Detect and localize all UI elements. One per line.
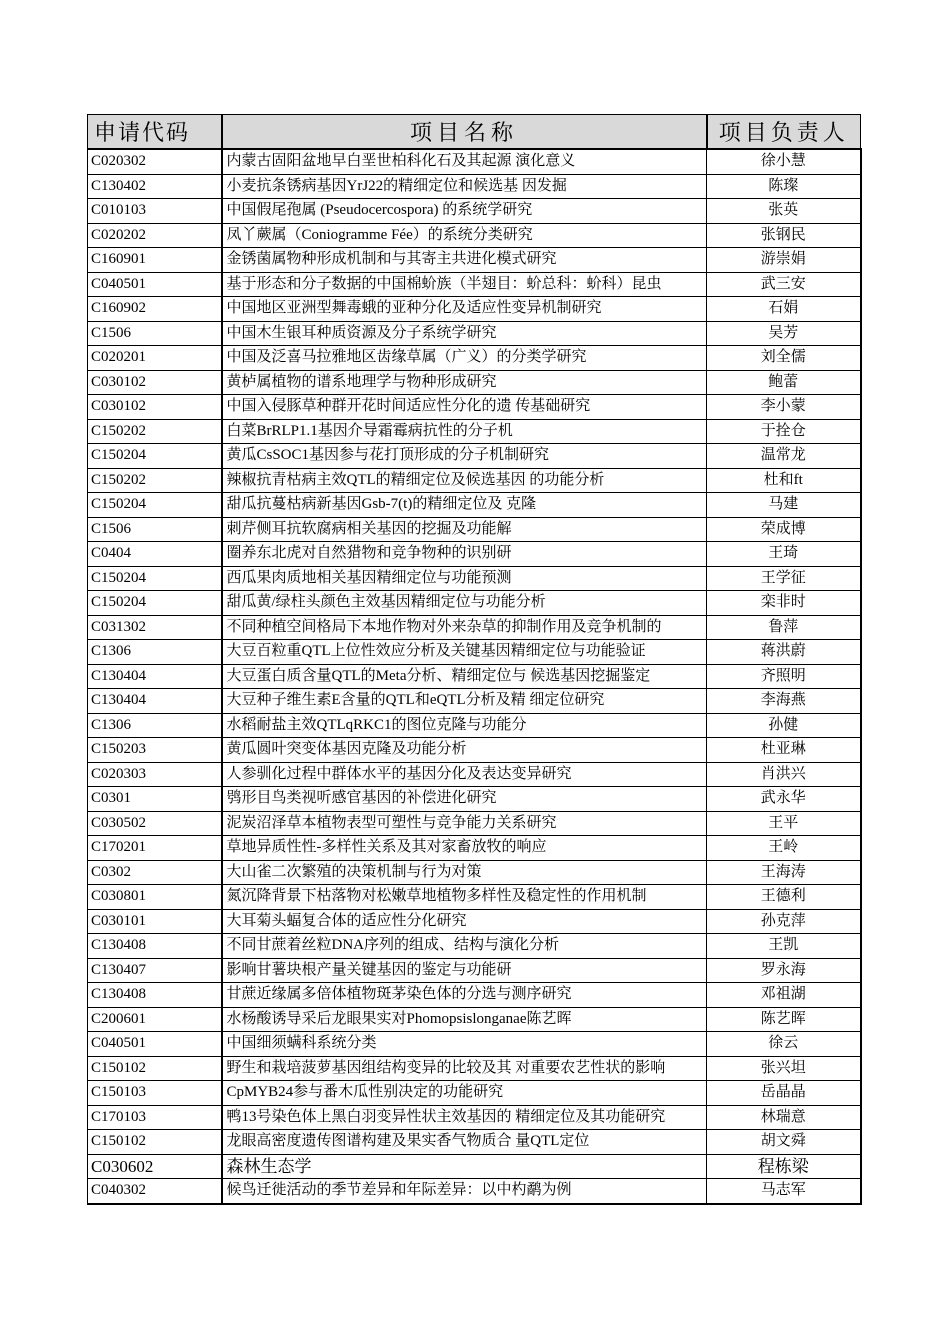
project-leader-cell: 马志军 xyxy=(707,1179,861,1204)
project-leader-cell: 游崇娟 xyxy=(707,248,861,273)
table-row xyxy=(88,370,861,395)
application-code-cell: C020302 xyxy=(88,149,222,174)
project-leader-cell: 孙健 xyxy=(707,713,861,738)
application-code-cell: C130408 xyxy=(88,934,222,959)
project-name-cell: 白菜BrRLP1.1基因介导霜霉病抗性的分子机 xyxy=(222,419,707,444)
project-leader-cell: 徐云 xyxy=(707,1032,861,1057)
project-name-cell: 大山雀二次繁殖的决策机制与行为对策 xyxy=(222,860,707,885)
project-name-cell: 甘蔗近缘属多倍体植物斑茅染色体的分选与测序研究 xyxy=(222,983,707,1008)
project-leader-cell: 武三安 xyxy=(707,272,861,297)
project-leader-cell: 李小蒙 xyxy=(707,395,861,420)
project-name-cell: 大豆种子维生素E含量的QTL和eQTL分析及精 细定位研究 xyxy=(222,689,707,714)
project-leader-cell: 肖洪兴 xyxy=(707,762,861,787)
project-leader-cell: 马建 xyxy=(707,493,861,518)
project-name-cell: 不同甘蔗着丝粒DNA序列的组成、结构与演化分析 xyxy=(222,934,707,959)
application-code-cell: C1506 xyxy=(88,517,222,542)
application-code-cell: C150202 xyxy=(88,419,222,444)
table-row xyxy=(88,909,861,934)
project-leader-cell: 刘全儒 xyxy=(707,346,861,371)
project-name-cell: 凤丫蕨属（Coniogramme Fée）的系统分类研究 xyxy=(222,223,707,248)
application-code-cell: C020201 xyxy=(88,346,222,371)
table-row xyxy=(88,664,861,689)
table-row xyxy=(88,640,861,665)
project-name-cell: 刺芹侧耳抗软腐病相关基因的挖掘及功能解 xyxy=(222,517,707,542)
table-row xyxy=(88,395,861,420)
project-name-cell: 中国木生银耳种质资源及分子系统学研究 xyxy=(222,321,707,346)
table-row xyxy=(88,248,861,273)
table-row xyxy=(88,1007,861,1032)
application-code-cell: C170103 xyxy=(88,1105,222,1130)
table-row xyxy=(88,223,861,248)
project-name-cell: 影响甘薯块根产量关键基因的鉴定与功能研 xyxy=(222,958,707,983)
project-leader-cell: 吴芳 xyxy=(707,321,861,346)
table-row xyxy=(88,983,861,1008)
project-leader-cell: 程栋梁 xyxy=(707,1154,861,1179)
project-name-cell: 辣椒抗青枯病主效QTL的精细定位及候选基因 的功能分析 xyxy=(222,468,707,493)
table-row xyxy=(88,149,861,174)
table-row xyxy=(88,836,861,861)
project-name-cell: 泥炭沼泽草本植物表型可塑性与竞争能力关系研究 xyxy=(222,811,707,836)
application-code-cell: C130404 xyxy=(88,689,222,714)
application-code-cell: C130407 xyxy=(88,958,222,983)
project-name-cell: 中国入侵豚草种群开花时间适应性分化的遗 传基础研究 xyxy=(222,395,707,420)
project-name-cell: 西瓜果肉质地相关基因精细定位与功能预测 xyxy=(222,566,707,591)
project-leader-cell: 罗永海 xyxy=(707,958,861,983)
table-row xyxy=(88,444,861,469)
table-row xyxy=(88,958,861,983)
header-code: 申请代码 xyxy=(88,115,222,150)
table-row xyxy=(88,517,861,542)
project-leader-cell: 张钢民 xyxy=(707,223,861,248)
application-code-cell: C150204 xyxy=(88,493,222,518)
project-name-cell: 不同种植空间格局下本地作物对外来杂草的抑制作用及竞争机制的 xyxy=(222,615,707,640)
application-code-cell: C040501 xyxy=(88,1032,222,1057)
header-person: 项目负责人 xyxy=(707,115,861,150)
project-name-cell: 内蒙古固阳盆地早白垩世柏科化石及其起源 演化意义 xyxy=(222,149,707,174)
application-code-cell: C130402 xyxy=(88,174,222,199)
application-code-cell: C150204 xyxy=(88,591,222,616)
project-name-cell: 黄栌属植物的谱系地理学与物种形成研究 xyxy=(222,370,707,395)
application-code-cell: C020303 xyxy=(88,762,222,787)
project-leader-cell: 王岭 xyxy=(707,836,861,861)
project-leader-cell: 杜和ft xyxy=(707,468,861,493)
project-name-cell: 金锈菌属物种形成机制和与其寄主共进化模式研究 xyxy=(222,248,707,273)
table-row xyxy=(88,493,861,518)
table-row xyxy=(88,713,861,738)
project-name-cell: 中国及泛喜马拉雅地区齿缘草属（广义）的分类学研究 xyxy=(222,346,707,371)
project-leader-cell: 王海涛 xyxy=(707,860,861,885)
application-code-cell: C150102 xyxy=(88,1130,222,1155)
table-row xyxy=(88,321,861,346)
project-name-cell: 人参驯化过程中群体水平的基因分化及表达变异研究 xyxy=(222,762,707,787)
project-name-cell: 野生和栽培菠萝基因组结构变异的比较及其 对重要农艺性状的影响 xyxy=(222,1056,707,1081)
project-leader-cell: 林瑞意 xyxy=(707,1105,861,1130)
header-name: 项目名称 xyxy=(222,115,707,150)
project-name-cell: 甜瓜黄/绿柱头颜色主效基因精细定位与功能分析 xyxy=(222,591,707,616)
project-name-cell: 草地异质性性-多样性关系及其对家畜放牧的响应 xyxy=(222,836,707,861)
application-code-cell: C040302 xyxy=(88,1179,222,1204)
project-leader-cell: 王凯 xyxy=(707,934,861,959)
table-row xyxy=(88,468,861,493)
project-name-cell: 氮沉降背景下枯落物对松嫩草地植物多样性及稳定性的作用机制 xyxy=(222,885,707,910)
application-code-cell: C150204 xyxy=(88,566,222,591)
project-leader-cell: 胡文舜 xyxy=(707,1130,861,1155)
project-leader-cell: 王学征 xyxy=(707,566,861,591)
project-name-cell: 黄瓜CsSOC1基因参与花打顶形成的分子机制研究 xyxy=(222,444,707,469)
table-row xyxy=(88,615,861,640)
application-code-cell: C150103 xyxy=(88,1081,222,1106)
project-name-cell: 鸭13号染色体上黑白羽变异性状主效基因的 精细定位及其功能研究 xyxy=(222,1105,707,1130)
application-code-cell: C150203 xyxy=(88,738,222,763)
application-code-cell: C030602 xyxy=(88,1154,222,1179)
project-leader-cell: 王平 xyxy=(707,811,861,836)
project-leader-cell: 邓祖湖 xyxy=(707,983,861,1008)
project-leader-cell: 岳晶晶 xyxy=(707,1081,861,1106)
project-leader-cell: 温常龙 xyxy=(707,444,861,469)
table-row xyxy=(88,762,861,787)
application-code-cell: C1306 xyxy=(88,640,222,665)
application-code-cell: C040501 xyxy=(88,272,222,297)
table-row xyxy=(88,1105,861,1130)
project-leader-cell: 王德利 xyxy=(707,885,861,910)
project-leader-cell: 徐小慧 xyxy=(707,149,861,174)
table-row xyxy=(88,1179,861,1204)
project-name-cell: 中国细须螨科系统分类 xyxy=(222,1032,707,1057)
table-row xyxy=(88,174,861,199)
table-row xyxy=(88,934,861,959)
project-leader-cell: 栾非时 xyxy=(707,591,861,616)
project-leader-cell: 孙克萍 xyxy=(707,909,861,934)
project-leader-cell: 鲍蕾 xyxy=(707,370,861,395)
application-code-cell: C1506 xyxy=(88,321,222,346)
application-code-cell: C160901 xyxy=(88,248,222,273)
project-name-cell: CpMYB24参与番木瓜性别决定的功能研究 xyxy=(222,1081,707,1106)
project-name-cell: 甜瓜抗蔓枯病新基因Gsb-7(t)的精细定位及 克隆 xyxy=(222,493,707,518)
project-name-cell: 小麦抗条锈病基因YrJ22的精细定位和候选基 因发掘 xyxy=(222,174,707,199)
project-leader-cell: 石娟 xyxy=(707,297,861,322)
project-name-cell: 基于形态和分子数据的中国棉蚧族（半翅目：蚧总科：蚧科）昆虫 xyxy=(222,272,707,297)
project-name-cell: 龙眼高密度遗传图谱构建及果实香气物质合 量QTL定位 xyxy=(222,1130,707,1155)
application-code-cell: C150202 xyxy=(88,468,222,493)
project-name-cell: 中国地区亚洲型舞毒蛾的亚种分化及适应性变异机制研究 xyxy=(222,297,707,322)
project-name-cell: 鸮形目鸟类视听感官基因的补偿进化研究 xyxy=(222,787,707,812)
application-code-cell: C030502 xyxy=(88,811,222,836)
application-code-cell: C200601 xyxy=(88,1007,222,1032)
table-row xyxy=(88,1130,861,1155)
table-row xyxy=(88,787,861,812)
table-row xyxy=(88,1056,861,1081)
application-code-cell: C030101 xyxy=(88,909,222,934)
application-code-cell: C031302 xyxy=(88,615,222,640)
project-name-cell: 中国假尾孢属 (Pseudocercospora) 的系统学研究 xyxy=(222,199,707,224)
project-name-cell: 圈养东北虎对自然猎物和竞争物种的识别研 xyxy=(222,542,707,567)
table-row xyxy=(88,885,861,910)
application-code-cell: C0301 xyxy=(88,787,222,812)
project-leader-cell: 陈艺晖 xyxy=(707,1007,861,1032)
project-name-cell: 黄瓜圆叶突变体基因克隆及功能分析 xyxy=(222,738,707,763)
project-leader-cell: 李海燕 xyxy=(707,689,861,714)
table-row xyxy=(88,272,861,297)
table-row xyxy=(88,1081,861,1106)
project-name-cell: 水稻耐盐主效QTLqRKC1的图位克隆与功能分 xyxy=(222,713,707,738)
table-row xyxy=(88,591,861,616)
application-code-cell: C020202 xyxy=(88,223,222,248)
project-leader-cell: 陈璨 xyxy=(707,174,861,199)
project-leader-cell: 张英 xyxy=(707,199,861,224)
application-code-cell: C010103 xyxy=(88,199,222,224)
table-row xyxy=(88,566,861,591)
application-code-cell: C170201 xyxy=(88,836,222,861)
table-row xyxy=(88,738,861,763)
application-code-cell: C030801 xyxy=(88,885,222,910)
application-code-cell: C0302 xyxy=(88,860,222,885)
table-row xyxy=(88,199,861,224)
project-name-cell: 森林生态学 xyxy=(222,1154,707,1179)
project-leader-cell: 于拴仓 xyxy=(707,419,861,444)
project-leader-cell: 张兴坦 xyxy=(707,1056,861,1081)
application-code-cell: C1306 xyxy=(88,713,222,738)
project-leader-cell: 武永华 xyxy=(707,787,861,812)
table-row xyxy=(88,811,861,836)
application-code-cell: C160902 xyxy=(88,297,222,322)
project-table xyxy=(87,114,862,1205)
application-code-cell: C130404 xyxy=(88,664,222,689)
table-row xyxy=(88,1032,861,1057)
table-row xyxy=(88,860,861,885)
table-row xyxy=(88,346,861,371)
project-name-cell: 大耳菊头蝠复合体的适应性分化研究 xyxy=(222,909,707,934)
table-row xyxy=(88,1154,861,1179)
project-name-cell: 候鸟迁徙活动的季节差异和年际差异：以中杓鹬为例 xyxy=(222,1179,707,1204)
project-leader-cell: 王琦 xyxy=(707,542,861,567)
table-row xyxy=(88,542,861,567)
project-leader-cell: 荣成博 xyxy=(707,517,861,542)
project-leader-cell: 齐照明 xyxy=(707,664,861,689)
application-code-cell: C030102 xyxy=(88,370,222,395)
application-code-cell: C130408 xyxy=(88,983,222,1008)
header-row xyxy=(88,115,861,150)
project-leader-cell: 杜亚琳 xyxy=(707,738,861,763)
project-name-cell: 大豆蛋白质含量QTL的Meta分析、精细定位与 候选基因挖掘鉴定 xyxy=(222,664,707,689)
application-code-cell: C030102 xyxy=(88,395,222,420)
project-leader-cell: 蒋洪蔚 xyxy=(707,640,861,665)
table-row xyxy=(88,689,861,714)
application-code-cell: C0404 xyxy=(88,542,222,567)
project-name-cell: 大豆百粒重QTL上位性效应分析及关键基因精细定位与功能验证 xyxy=(222,640,707,665)
project-name-cell: 水杨酸诱导采后龙眼果实对Phomopsislonganae陈艺晖 xyxy=(222,1007,707,1032)
table-row xyxy=(88,419,861,444)
application-code-cell: C150204 xyxy=(88,444,222,469)
table-row xyxy=(88,297,861,322)
project-leader-cell: 鲁萍 xyxy=(707,615,861,640)
application-code-cell: C150102 xyxy=(88,1056,222,1081)
